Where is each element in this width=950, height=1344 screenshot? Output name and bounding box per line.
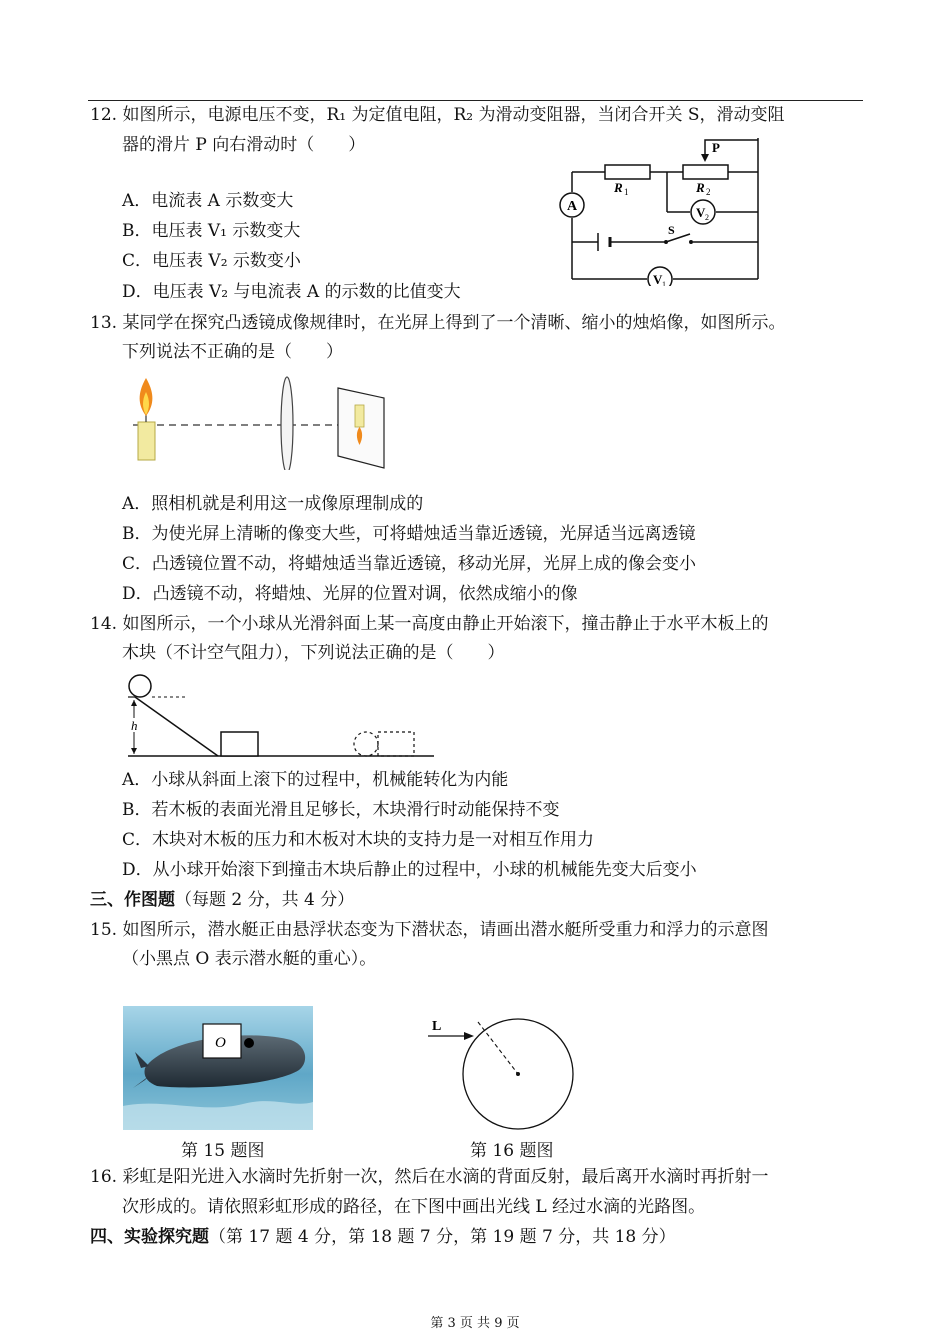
q13-stem-line2: 下列说法不正确的是（ ） <box>122 342 343 362</box>
wood-block <box>221 732 258 756</box>
r2-rheostat <box>683 165 728 179</box>
q14-option-c: C．木块对木板的压力和木板对木块的支持力是一对相互作用力 <box>122 830 595 850</box>
convex-lens <box>281 377 293 470</box>
q16-stem-line1: 16. 彩虹是阳光进入水滴时先折射一次，然后在水滴的背面反射，最后离开水滴时再折射一 <box>90 1167 769 1187</box>
q14-stem-line2: 木块（不计空气阻力），下列说法正确的是（ ） <box>122 643 505 663</box>
q14-stem-line1: 14. 如图所示，一个小球从光滑斜面上某一高度由静止开始滚下，撞击静止于水平木板上的 <box>90 614 769 634</box>
q14-option-a: A．小球从斜面上滚下的过程中，机械能转化为内能 <box>122 770 509 790</box>
q14-option-b: B．若木板的表面光滑且足够长，木块滑行时动能保持不变 <box>122 800 560 820</box>
q16-stem-line2: 次形成的。请依照彩虹形成的路径，在下图中画出光线 L 经过水滴的光路图。 <box>122 1197 706 1217</box>
r1-label: R <box>614 180 623 195</box>
center-of-gravity-dot <box>244 1038 254 1048</box>
header-rule <box>88 100 863 101</box>
q13-option-b: B．为使光屏上清晰的像变大些，可将蜡烛适当靠近透镜，光屏适当远离透镜 <box>122 524 696 544</box>
q12-option-c: C．电压表 V₂ 示数变小 <box>122 251 301 271</box>
q12-option-b: B．电压表 V₁ 示数变大 <box>122 221 301 241</box>
section-3-heading <box>90 889 354 911</box>
q15-stem-line1: 15. 如图所示，潜水艇正由悬浮状态变为下潜状态，请画出潜水艇所受重力和浮力的示意图 <box>90 920 769 940</box>
ball <box>129 675 151 697</box>
r2-subscript: 2 <box>706 187 711 197</box>
submarine-figure <box>123 1006 313 1130</box>
droplet-center <box>516 1072 520 1076</box>
slider-p-label: P <box>712 140 720 155</box>
q16-figure-caption: 第 16 题图 <box>470 1141 554 1161</box>
q15-figure-caption: 第 15 题图 <box>181 1141 265 1161</box>
ray-l-label: L <box>432 1019 442 1034</box>
normal-line <box>478 1022 518 1074</box>
v2-subscript: 2 <box>705 213 709 222</box>
height-h-label: h <box>131 718 138 733</box>
q12-stem-line2: 器的滑片 P 向右滑动时（ ） <box>122 135 366 155</box>
section-4-note: （第 17 题 4 分，第 18 题 7 分，第 19 题 7 分，共 18 分） <box>209 1227 676 1247</box>
q13-option-a: A．照相机就是利用这一成像原理制成的 <box>122 494 424 514</box>
v1-label: V <box>653 272 663 286</box>
block-ghost <box>378 732 414 756</box>
page-footer: 第 3 页 共 9 页 <box>430 1316 520 1331</box>
q13-option-c: C．凸透镜位置不动，将蜡烛适当靠近透镜，移动光屏，光屏上成的像会变小 <box>122 554 697 574</box>
q15-stem-line2: （小黑点 O 表示潜水艇的重心）。 <box>122 949 377 969</box>
v2-label: V <box>696 205 706 220</box>
lens-imaging-diagram <box>125 370 395 470</box>
section-3-title: 三、作图题 <box>90 890 175 910</box>
section-3-note: （每题 2 分，共 4 分） <box>175 890 355 910</box>
q14-option-d: D．从小球开始滚下到撞击木块后静止的过程中，小球的机械能先变大后变小 <box>122 860 697 880</box>
q12-option-a: A．电流表 A 示数变大 <box>122 191 294 211</box>
ball-ghost <box>354 732 378 756</box>
candle <box>138 422 155 460</box>
section-4-heading <box>90 1226 676 1248</box>
switch-s-label: S <box>668 223 675 237</box>
incline-slope <box>135 697 218 756</box>
r1-subscript: 1 <box>624 187 629 197</box>
r2-label: R <box>696 180 705 195</box>
v1-subscript: 1 <box>662 280 666 286</box>
section-4-title: 四、实验探究题 <box>90 1227 209 1247</box>
q12-stem-line1: 12. 如图所示，电源电压不变，R₁ 为定值电阻，R₂ 为滑动变阻器，当闭合开关 S，滑动变阻 <box>90 105 785 125</box>
r1-resistor <box>605 165 650 179</box>
water-droplet-diagram <box>420 1010 580 1132</box>
light-screen <box>338 388 384 468</box>
center-of-gravity-o-label: O <box>215 1035 226 1051</box>
ammeter-label: A <box>567 199 578 214</box>
q13-stem-line1: 13. 某同学在探究凸透镜成像规律时，在光屏上得到了一个清晰、缩小的烛焰像，如图所示。 <box>90 313 786 333</box>
q12-option-d: D．电压表 V₂ 与电流表 A 的示数的比值变大 <box>122 282 461 302</box>
circuit-diagram <box>550 134 770 286</box>
q13-option-d: D．凸透镜不动，将蜡烛、光屏的位置对调，依然成缩小的像 <box>122 584 578 604</box>
incline-block-diagram <box>120 672 440 764</box>
